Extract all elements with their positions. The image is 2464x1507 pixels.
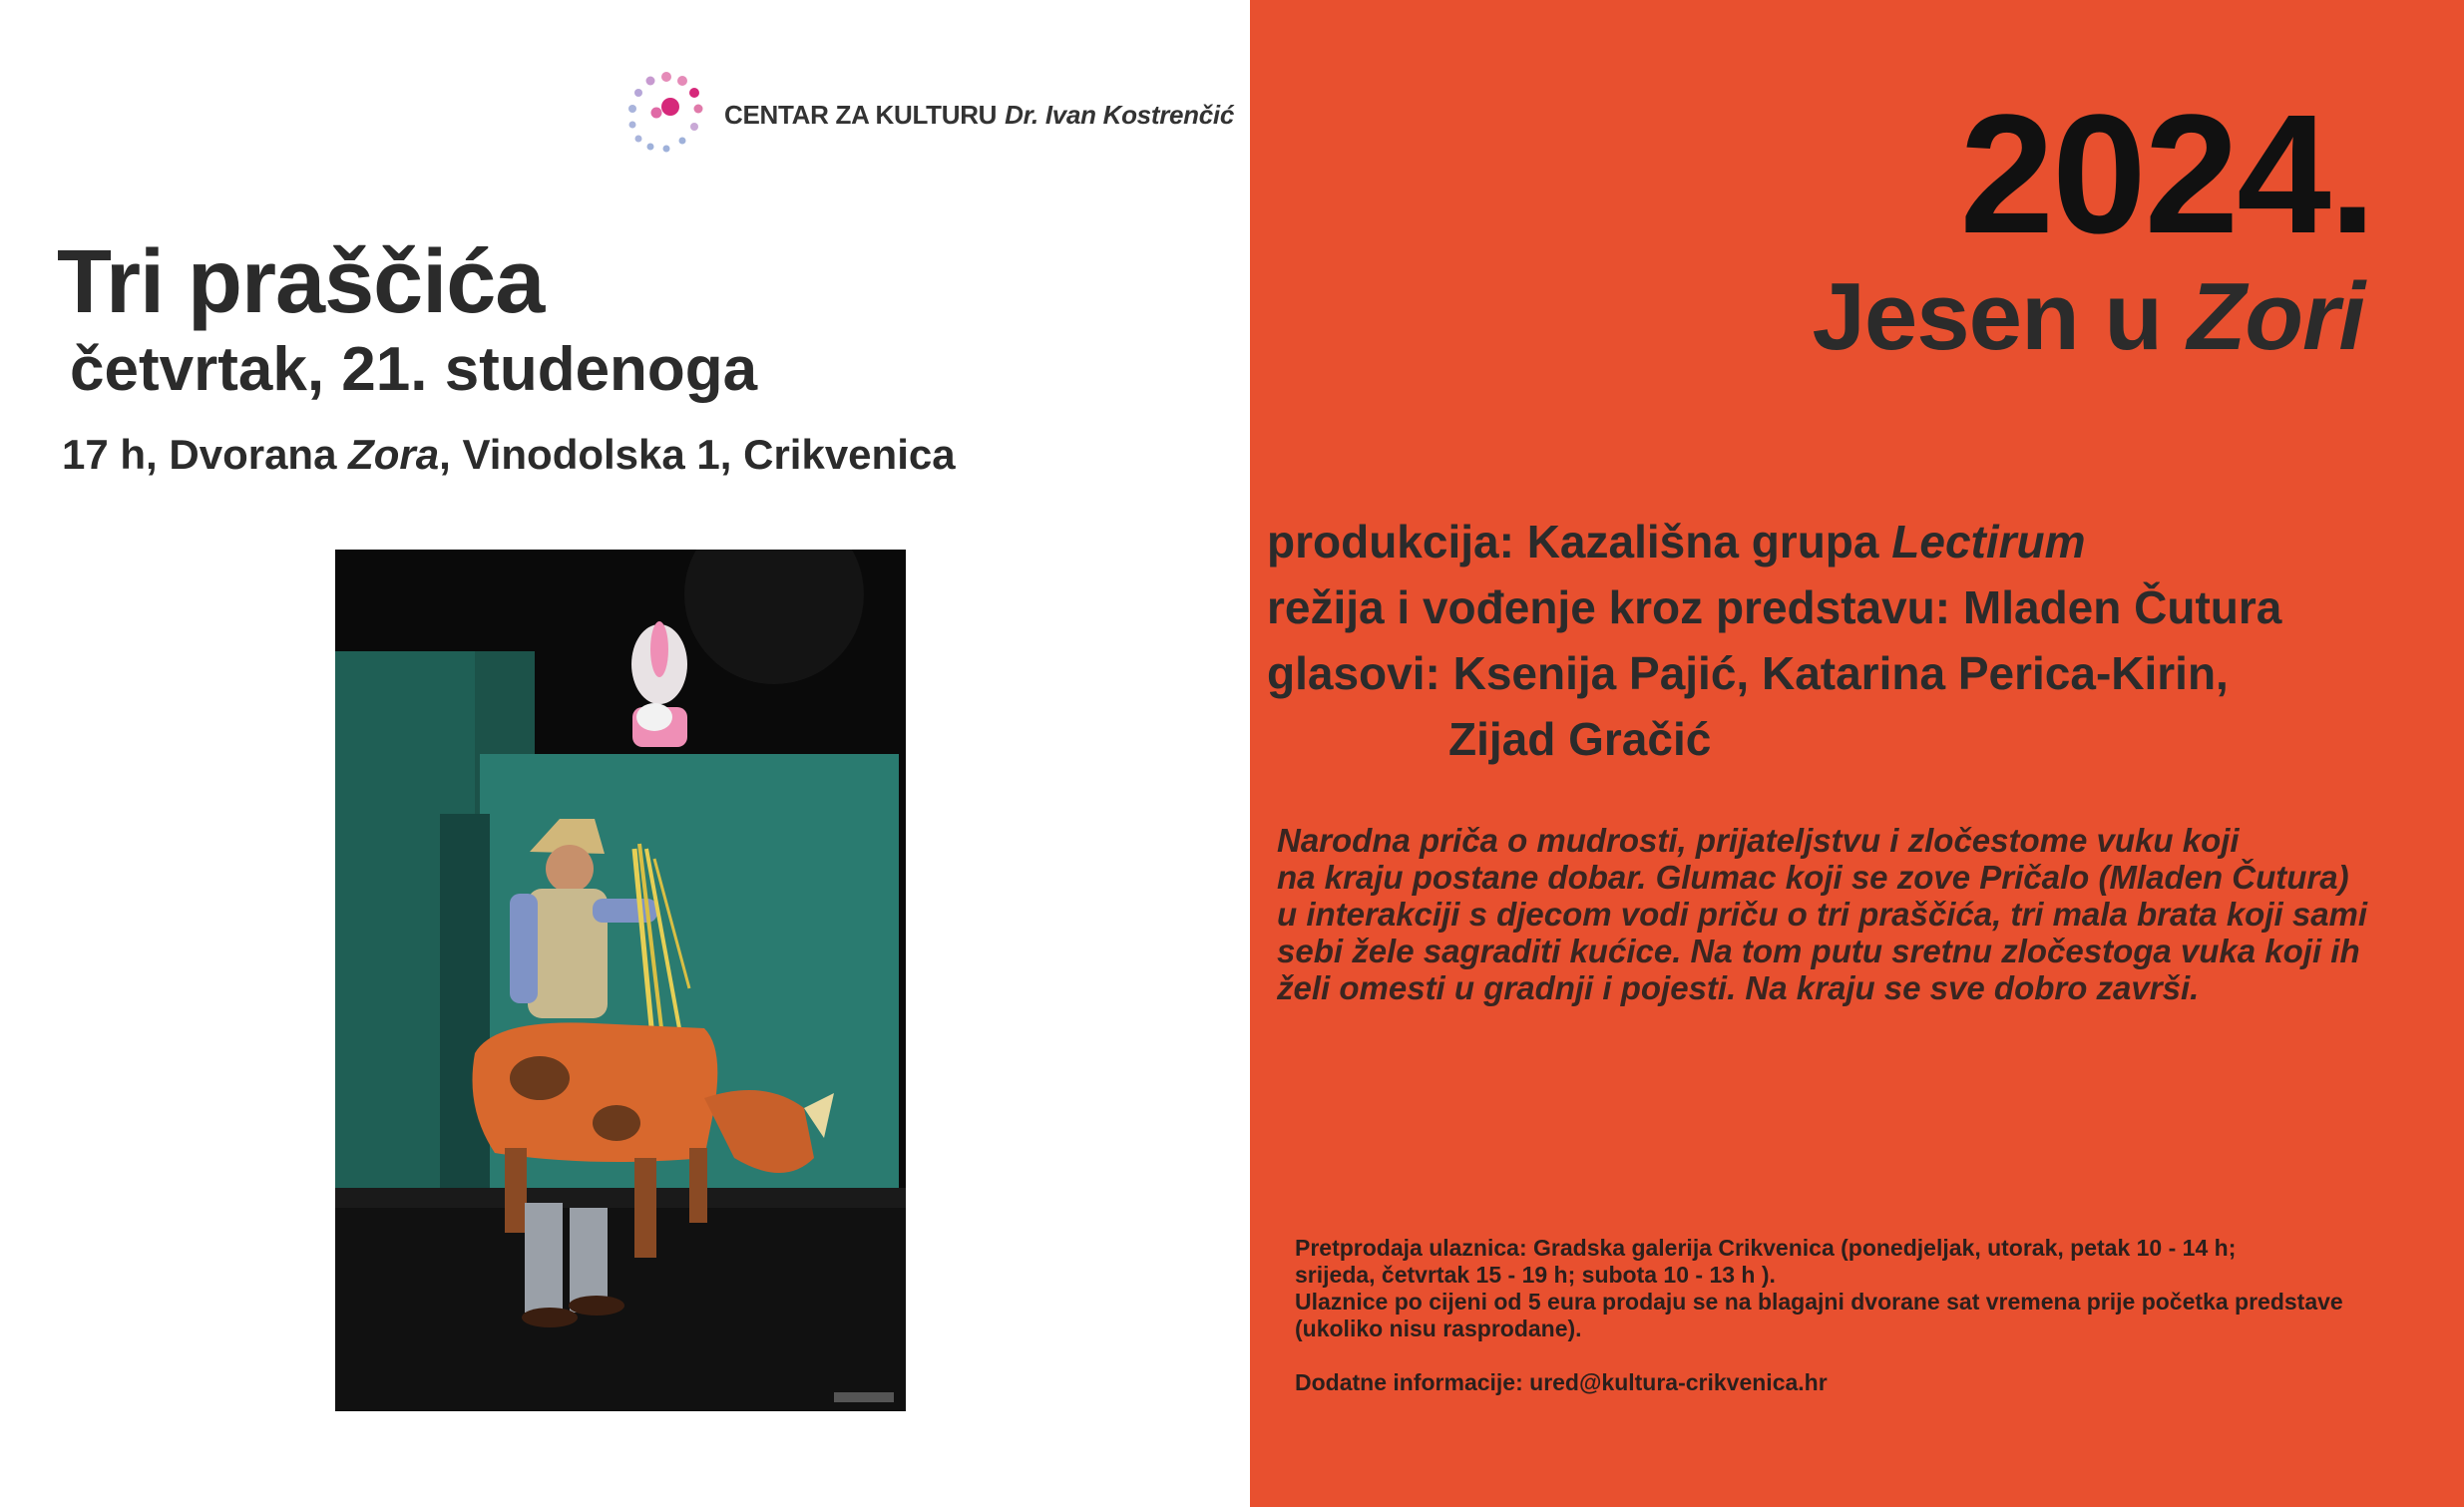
venue-address: , Vinodolska 1, Crikvenica <box>439 431 956 478</box>
credit-production-label: produkcija: Kazališna grupa <box>1267 516 1892 567</box>
season-title-venue: Zori <box>2187 263 2364 370</box>
description-line: Narodna priča o mudrosti, prijateljstvu i zločestome vuku koji <box>1277 822 2240 859</box>
logo-dots-icon <box>620 69 712 161</box>
venue-hall: Zora <box>348 431 440 478</box>
performance-photo <box>335 550 906 1411</box>
credit-voices-continued: Zijad Gračić <box>1448 713 1712 765</box>
logo-text <box>724 100 1234 131</box>
ticket-info <box>1295 1235 2343 1396</box>
logo <box>620 70 1234 160</box>
season-title <box>1812 263 2365 370</box>
ticket-info-line: Pretprodaja ulaznica: Gradska galerija Crikvenica (ponedjeljak, utorak, petak 10 - 14 h; <box>1295 1235 2237 1261</box>
description-line: želi omesti u gradnji i pojesti. Na kraju se sve dobro završi. <box>1277 969 2200 1006</box>
credit-direction: režija i vođenje kroz predstavu: Mladen Čutura <box>1267 581 2282 633</box>
credits-block <box>1267 509 2281 772</box>
venue-time: 17 h, Dvorana <box>62 431 349 478</box>
description-line: sebi žele sagraditi kućice. Na tom putu sretnu zločestoga vuka koji ih <box>1277 933 2360 969</box>
credit-production-group: Lectirum <box>1891 516 2086 567</box>
event-date: četvrtak, 21. studenoga <box>70 335 758 404</box>
spacer <box>1295 1342 2343 1369</box>
description-line: na kraju postane dobar. Glumac koji se zove Pričalo (Mladen Čutura) <box>1277 859 2349 896</box>
ticket-info-line: srijeda, četvrtak 15 - 19 h; subota 10 - 13 h ). <box>1295 1262 1776 1288</box>
season-title-prefix: Jesen u <box>1812 263 2188 370</box>
event-venue <box>62 431 956 479</box>
logo-org: CENTAR ZA KULTURU <box>724 99 998 130</box>
credit-production <box>1267 516 2086 567</box>
ticket-info-line: (ukoliko nisu rasprodane). <box>1295 1316 1582 1341</box>
season-year: 2024. <box>1959 80 2374 269</box>
credit-voices: glasovi: Ksenija Pajić, Katarina Perica-Kirin, <box>1267 647 2229 699</box>
ticket-info-line: Ulaznice po cijeni od 5 eura prodaju se na blagajni dvorane sat vremena prije početka predstave <box>1295 1289 2343 1315</box>
logo-person: Dr. Ivan Kostrenčić <box>1005 99 1234 130</box>
description-line: u interakciji s djecom vodi priču o tri praščića, tri mala brata koji sami <box>1277 896 2368 933</box>
contact-info: Dodatne informacije: ured@kultura-crikvenica.hr <box>1295 1369 1828 1395</box>
description <box>1277 822 2404 1006</box>
event-title: Tri praščića <box>57 232 545 332</box>
